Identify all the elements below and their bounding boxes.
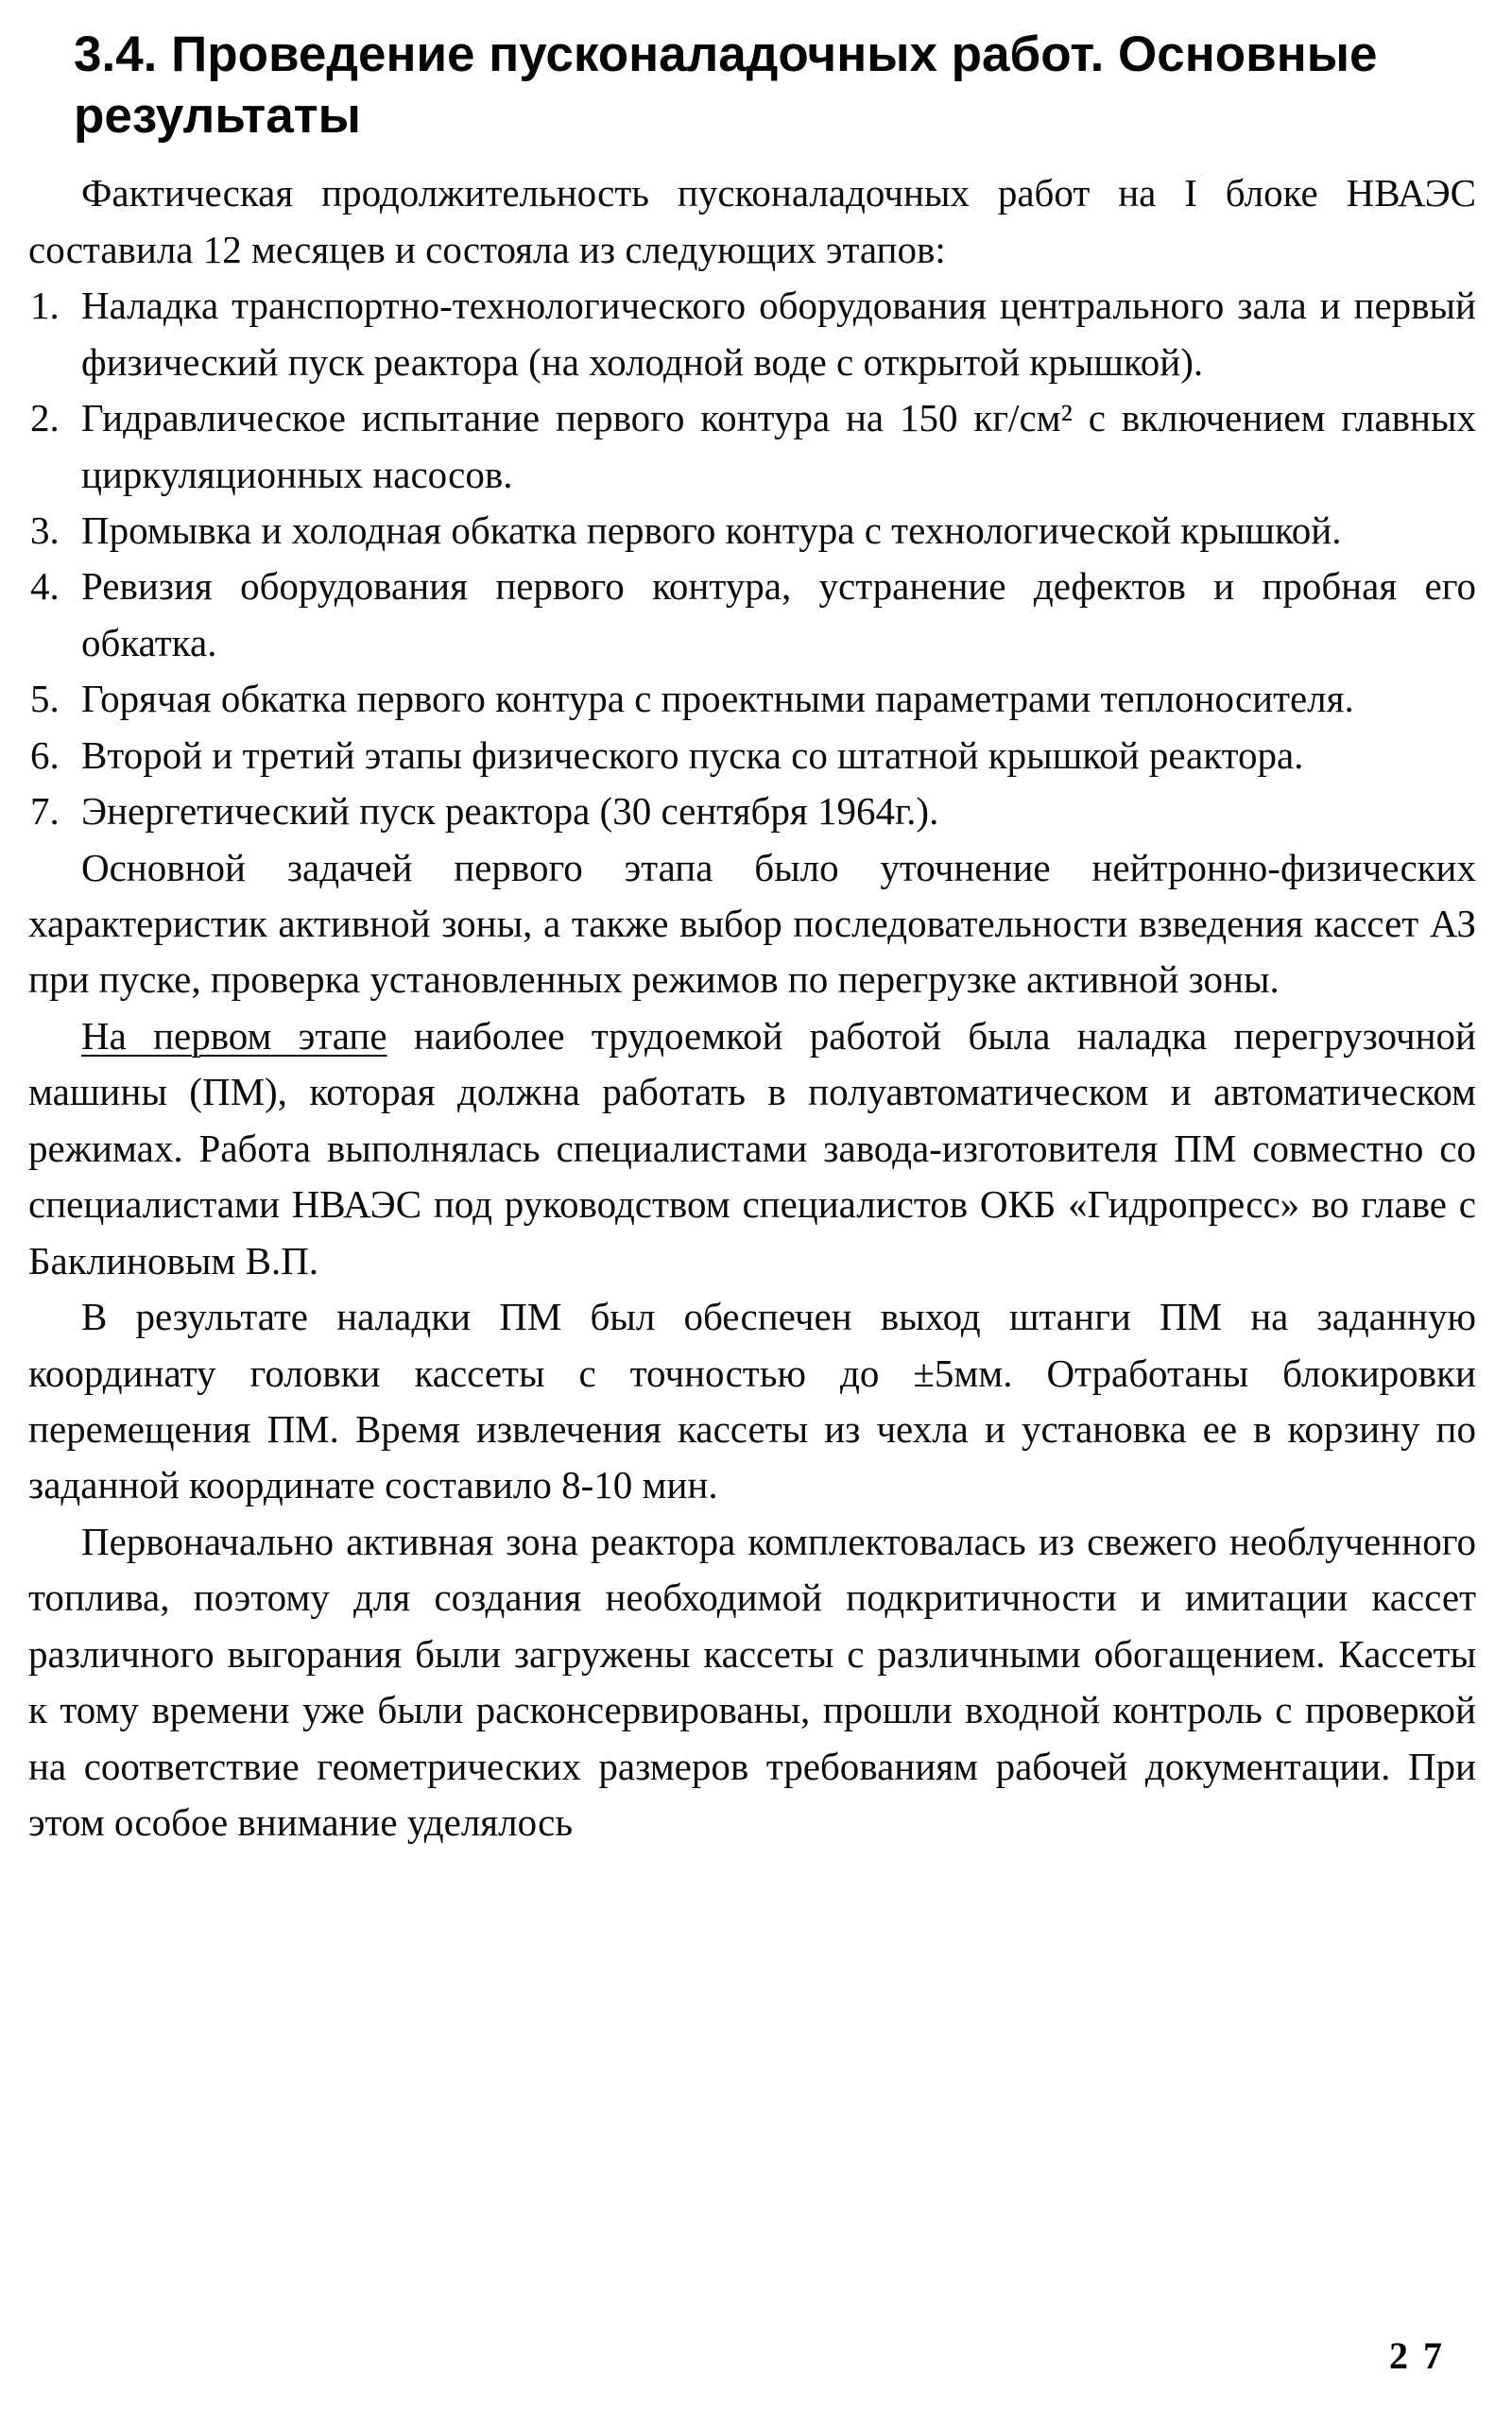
list-item [28,559,1476,671]
paragraph-first-stage-rest: наиболее трудоемкой работой была наладка перегрузочной машины (ПМ), которая должна работать в полуавтоматическом и автоматическом режимах. Работа выполнялась специалистами завода-изготовителя ПМ совместно со специалистами НВАЭС под руководством специалистов ОКБ «Гидропресс» во главе с Баклиновым В.П. [28,1013,1476,1282]
list-item [28,783,1476,839]
list-item [28,390,1476,503]
paragraph-first-stage [28,1008,1476,1289]
page-body [28,165,1476,1851]
page-number: 27 [1389,2334,1457,2377]
list-item-number: 2. [30,396,60,440]
intro-paragraph: Фактическая продолжительность пусконаладочных работ на I блоке НВАЭС составила 12 месяцев и состояла из следующих этапов: [28,171,1476,271]
underlined-phrase: На первом этапе [81,1013,387,1058]
list-item-text: Гидравлическое испытание первого контура на 150 кг/см² с включением главных циркуляционных насосов. [81,396,1476,496]
list-item-number: 6. [30,732,60,777]
paragraph-core-loading: Первоначально активная зона реактора комплектовалась из свежего необлученного топлива, поэтому для создания необходимой подкритичности и имитации кассет различного выгорания были загружены кассеты с различными обогащением. Кассеты к тому времени уже были расконсервированы, прошли входной контроль с проверкой на соответствие геометрических размеров требованиям рабочей документации. При этом особое внимание уделялось [28,1519,1476,1844]
section-heading: 3.4. Проведение пусконаладочных работ. Основные результаты [74,26,1378,144]
list-item-number: 1. [30,284,60,328]
list-item-text: Горячая обкатка первого контура с проектными параметрами теплоносителя. [81,677,1354,721]
paragraph-pm-result: В результате наладки ПМ был обеспечен выход штанги ПМ на заданную координату головки кассеты с точностью до ±5мм. Отработаны блокировки перемещения ПМ. Время извлечения кассеты из чехла и установка ее в корзину по заданной координате составило 8-10 мин. [28,1295,1476,1507]
list-item-number: 5. [30,677,60,721]
list-item-text: Второй и третий этапы физического пуска со штатной крышкой реактора. [81,732,1304,777]
list-item [28,278,1476,390]
list-item-text: Энергетический пуск реактора (30 сентября 1964г.). [81,789,939,834]
list-item-text: Ревизия оборудования первого контура, устранение дефектов и пробная его обкатка. [81,564,1476,664]
list-item-text: Наладка транспортно-технологического оборудования центрального зала и первый физический пуск реактора (на холодной воде с открытой крышкой). [81,284,1476,384]
stages-list [28,278,1476,839]
list-item [28,728,1476,783]
list-item-text: Промывка и холодная обкатка первого контура с технологической крышкой. [81,508,1342,552]
list-item [28,503,1476,559]
list-item-number: 4. [30,564,60,609]
list-item-number: 3. [30,508,60,552]
list-item-number: 7. [30,789,60,834]
list-item [28,671,1476,727]
paragraph-first-task: Основной задачей первого этапа было уточнение нейтронно-физических характеристик активной зоны, а также выбор последовательности взведения кассет АЗ при пуске, проверка установленных режимов по перегрузке активной зоны. [28,845,1476,1002]
